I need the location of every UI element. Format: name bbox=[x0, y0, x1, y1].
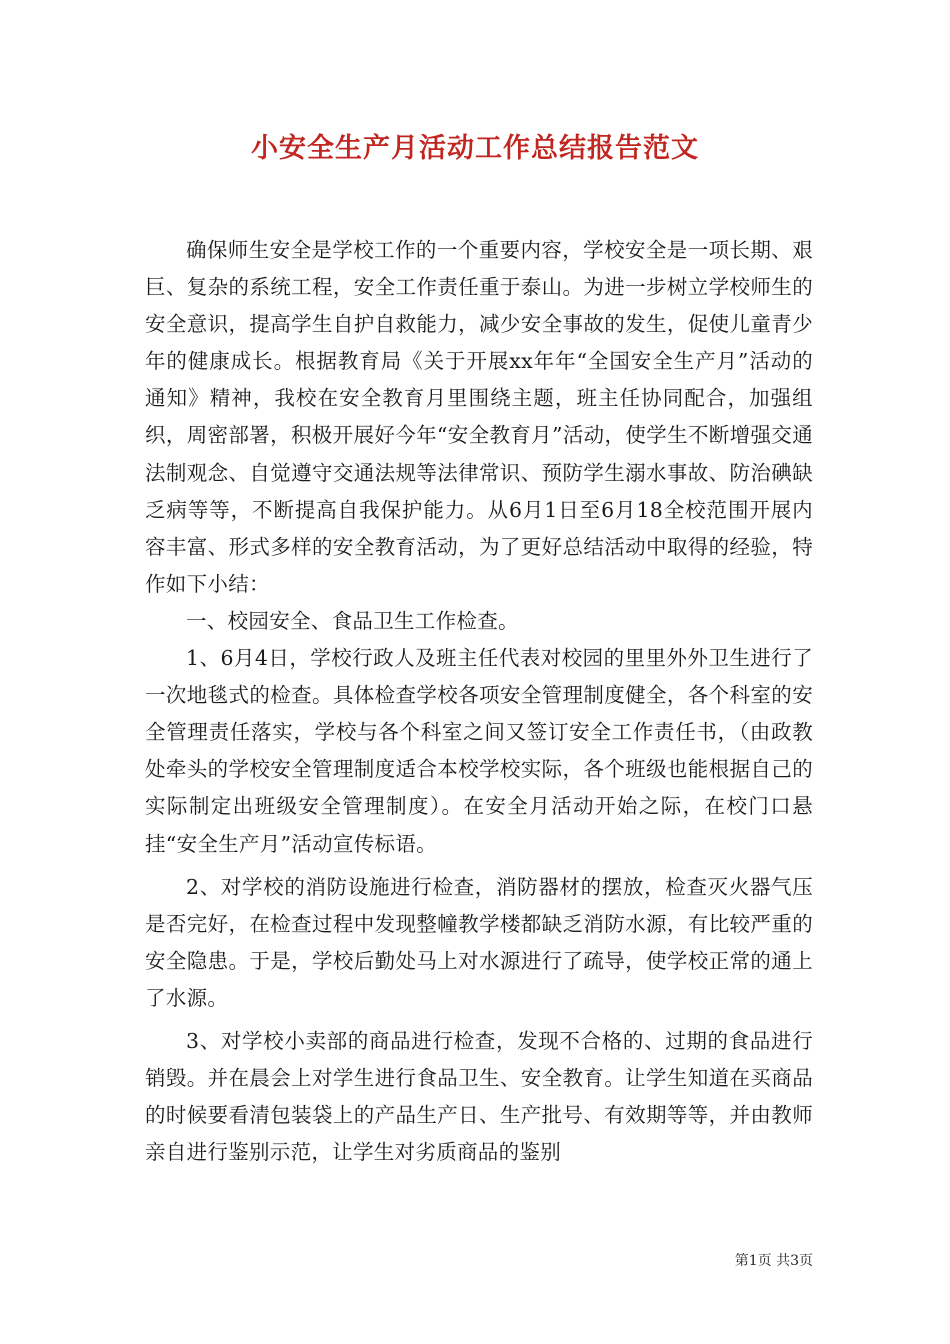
paragraph-item-3: 3、对学校小卖部的商品进行检查，发现不合格的、过期的食品进行销毁。并在晨会上对学生进行食品卫生、安全教育。让学生知道在买商品的时候要看清包装袋上的产品生产日、生产批号、有效期等等，并由教师亲自进行鉴别示范，让学生对劣质商品的鉴别 bbox=[145, 1028, 813, 1165]
document-title: 小安全生产月活动工作总结报告范文 bbox=[251, 133, 699, 164]
paragraph-section-heading: 一、校园安全、食品卫生工作检查。 bbox=[186, 608, 519, 633]
document-body bbox=[145, 232, 813, 1171]
paragraph-item-2: 2、对学校的消防设施进行检查，消防器材的摆放，检查灭火器气压是否完好，在检查过程中发现整幢教学楼都缺乏消防水源，有比较严重的安全隐患。于是，学校后勤处马上对水源进行了疏导，使学校正常的通上了水源。 bbox=[145, 874, 813, 1010]
page-number: 第1页 共3页 bbox=[734, 1253, 813, 1269]
paragraph-item-1: 1、6月4日，学校行政人及班主任代表对校园的里里外外卫生进行了一次地毯式的检查。具体检查学校各项安全管理制度健全，各个科室的安全管理责任落实，学校与各个科室之间又签订安全工作责任书，（由政教处牵头的学校安全管理制度适合本校学校实际，各个班级也能根据自己的实际制定出班级安全管理制度）。在安全月活动开始之际，在校门口悬挂“安全生产月”活动宣传标语。 bbox=[145, 646, 813, 856]
paragraph-intro: 确保师生安全是学校工作的一个重要内容，学校安全是一项长期、艰巨、复杂的系统工程，安全工作责任重于泰山。为进一步树立学校师生的安全意识，提高学生自护自救能力，减少安全事故的发生，促使儿童青少年的健康成长。根据教育局《关于开展xx年年“全国安全生产月”活动的通知》精神，我校在安全教育月里围绕主题，班主任协同配合，加强组织，周密部署，积极开展好今年“安全教育月”活动，使学生不断增强交通法制观念、自觉遵守交通法规等法律常识、预防学生溺水事故、防治碘缺乏病等等，不断提高自我保护能力。从6月1日至6月18全校范围开展内容丰富、形式多样的安全教育活动，为了更好总结活动中取得的经验，特作如下小结： bbox=[145, 238, 813, 596]
